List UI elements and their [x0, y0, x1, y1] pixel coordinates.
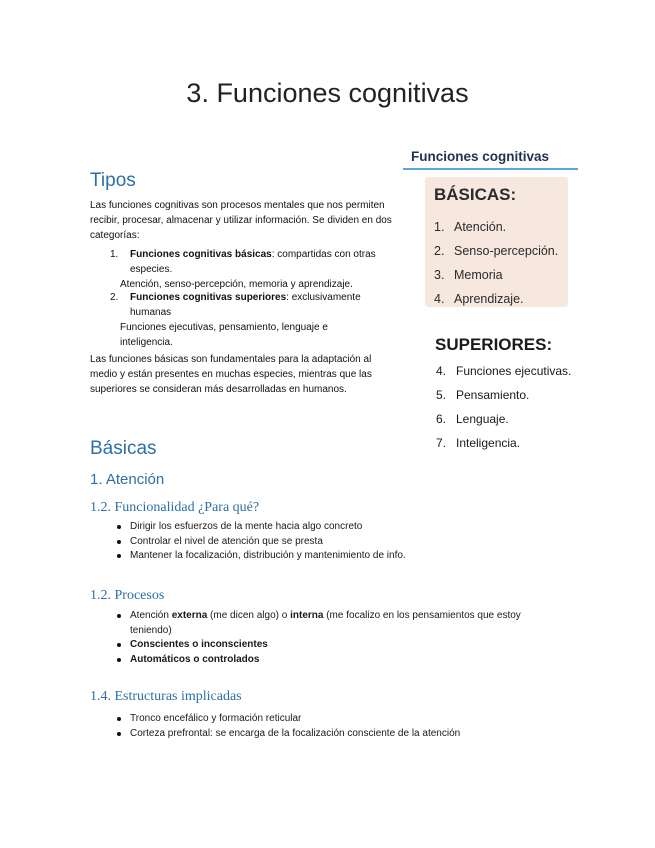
cognitive-functions-figure	[403, 147, 578, 460]
figure-list-item: 4. Aprendizaje.	[434, 292, 524, 306]
page-title: 3. Funciones cognitivas	[186, 78, 469, 108]
tipos-heading: Tipos	[90, 170, 136, 191]
item-detail: Funciones ejecutivas, pensamiento, lenguaje e inteligencia.	[120, 322, 328, 348]
figure-list-item: 7. Inteligencia.	[436, 436, 521, 450]
figure-divider	[403, 168, 578, 170]
estructuras-heading: 1.4. Estructuras implicadas	[90, 689, 242, 704]
list-item: Automáticos o controlados	[92, 653, 562, 668]
figure-list-item: 1. Atención.	[434, 220, 507, 234]
item-bold: Funciones cognitivas superiores	[130, 292, 287, 303]
figure-list-item: 2. Senso-percepción.	[434, 244, 559, 258]
funcionalidad-heading: 1.2. Funcionalidad ¿Para qué?	[90, 500, 260, 515]
item-number: 2.	[110, 292, 119, 303]
basicas-heading-section: Básicas	[90, 438, 157, 459]
item-detail: Atención, senso-percepción, memoria y aprendizaje.	[120, 279, 353, 290]
procesos-list	[92, 609, 562, 667]
figure-list-item: 4. Funciones ejecutivas.	[436, 364, 572, 378]
procesos-heading: 1.2. Procesos	[90, 588, 165, 603]
tipos-closing: Las funciones básicas son fundamentales para la adaptación al medio y están presentes en muchas especies, mientras que las superiores se consideran más desarrolladas en humanos.	[90, 354, 372, 395]
basicas-heading: BÁSICAS:	[434, 185, 517, 204]
basicas-box	[425, 177, 568, 307]
tipos-intro: Las funciones cognitivas son procesos mentales que nos permiten recibir, procesar, almacenar y utilizar información. Se dividen en dos categorías:	[90, 200, 392, 241]
basicas-list	[434, 215, 558, 311]
superiores-heading: SUPERIORES:	[435, 335, 553, 354]
list-item: Corteza prefrontal: se encarga de la focalización consciente de la atención	[92, 727, 562, 742]
figure-list-item: 3. Memoria	[434, 268, 503, 282]
figure-list-item: 6. Lenguaje.	[436, 412, 509, 426]
list-item: Mantener la focalización, distribución y mantenimiento de info.	[92, 549, 562, 564]
item-number: 1.	[110, 249, 119, 260]
item-bold: Funciones cognitivas básicas	[130, 249, 272, 260]
tipos-item-2	[110, 290, 395, 350]
tipos-item-1	[110, 247, 395, 292]
figure-title: Funciones cognitivas	[411, 149, 550, 164]
list-item: Dirigir los esfuerzos de la mente hacia algo concreto	[92, 520, 562, 535]
list-item: Controlar el nivel de atención que se presta	[92, 535, 562, 550]
atencion-heading: 1. Atención	[90, 471, 165, 488]
figure-list-item: 5. Pensamiento.	[436, 388, 530, 402]
item-rest: : compartidas con otras especies.	[130, 249, 376, 275]
funcionalidad-list	[92, 520, 562, 564]
list-item: Tronco encefálico y formación reticular	[92, 712, 562, 727]
estructuras-list	[92, 712, 562, 741]
item-rest: : exclusivamente humanas	[130, 292, 361, 318]
list-item: Conscientes o inconscientes	[92, 638, 562, 653]
superiores-list	[436, 359, 571, 455]
list-item: Atención externa (me dicen algo) o interna (me focalizo en los pensamientos que estoy teniendo)	[92, 609, 562, 638]
